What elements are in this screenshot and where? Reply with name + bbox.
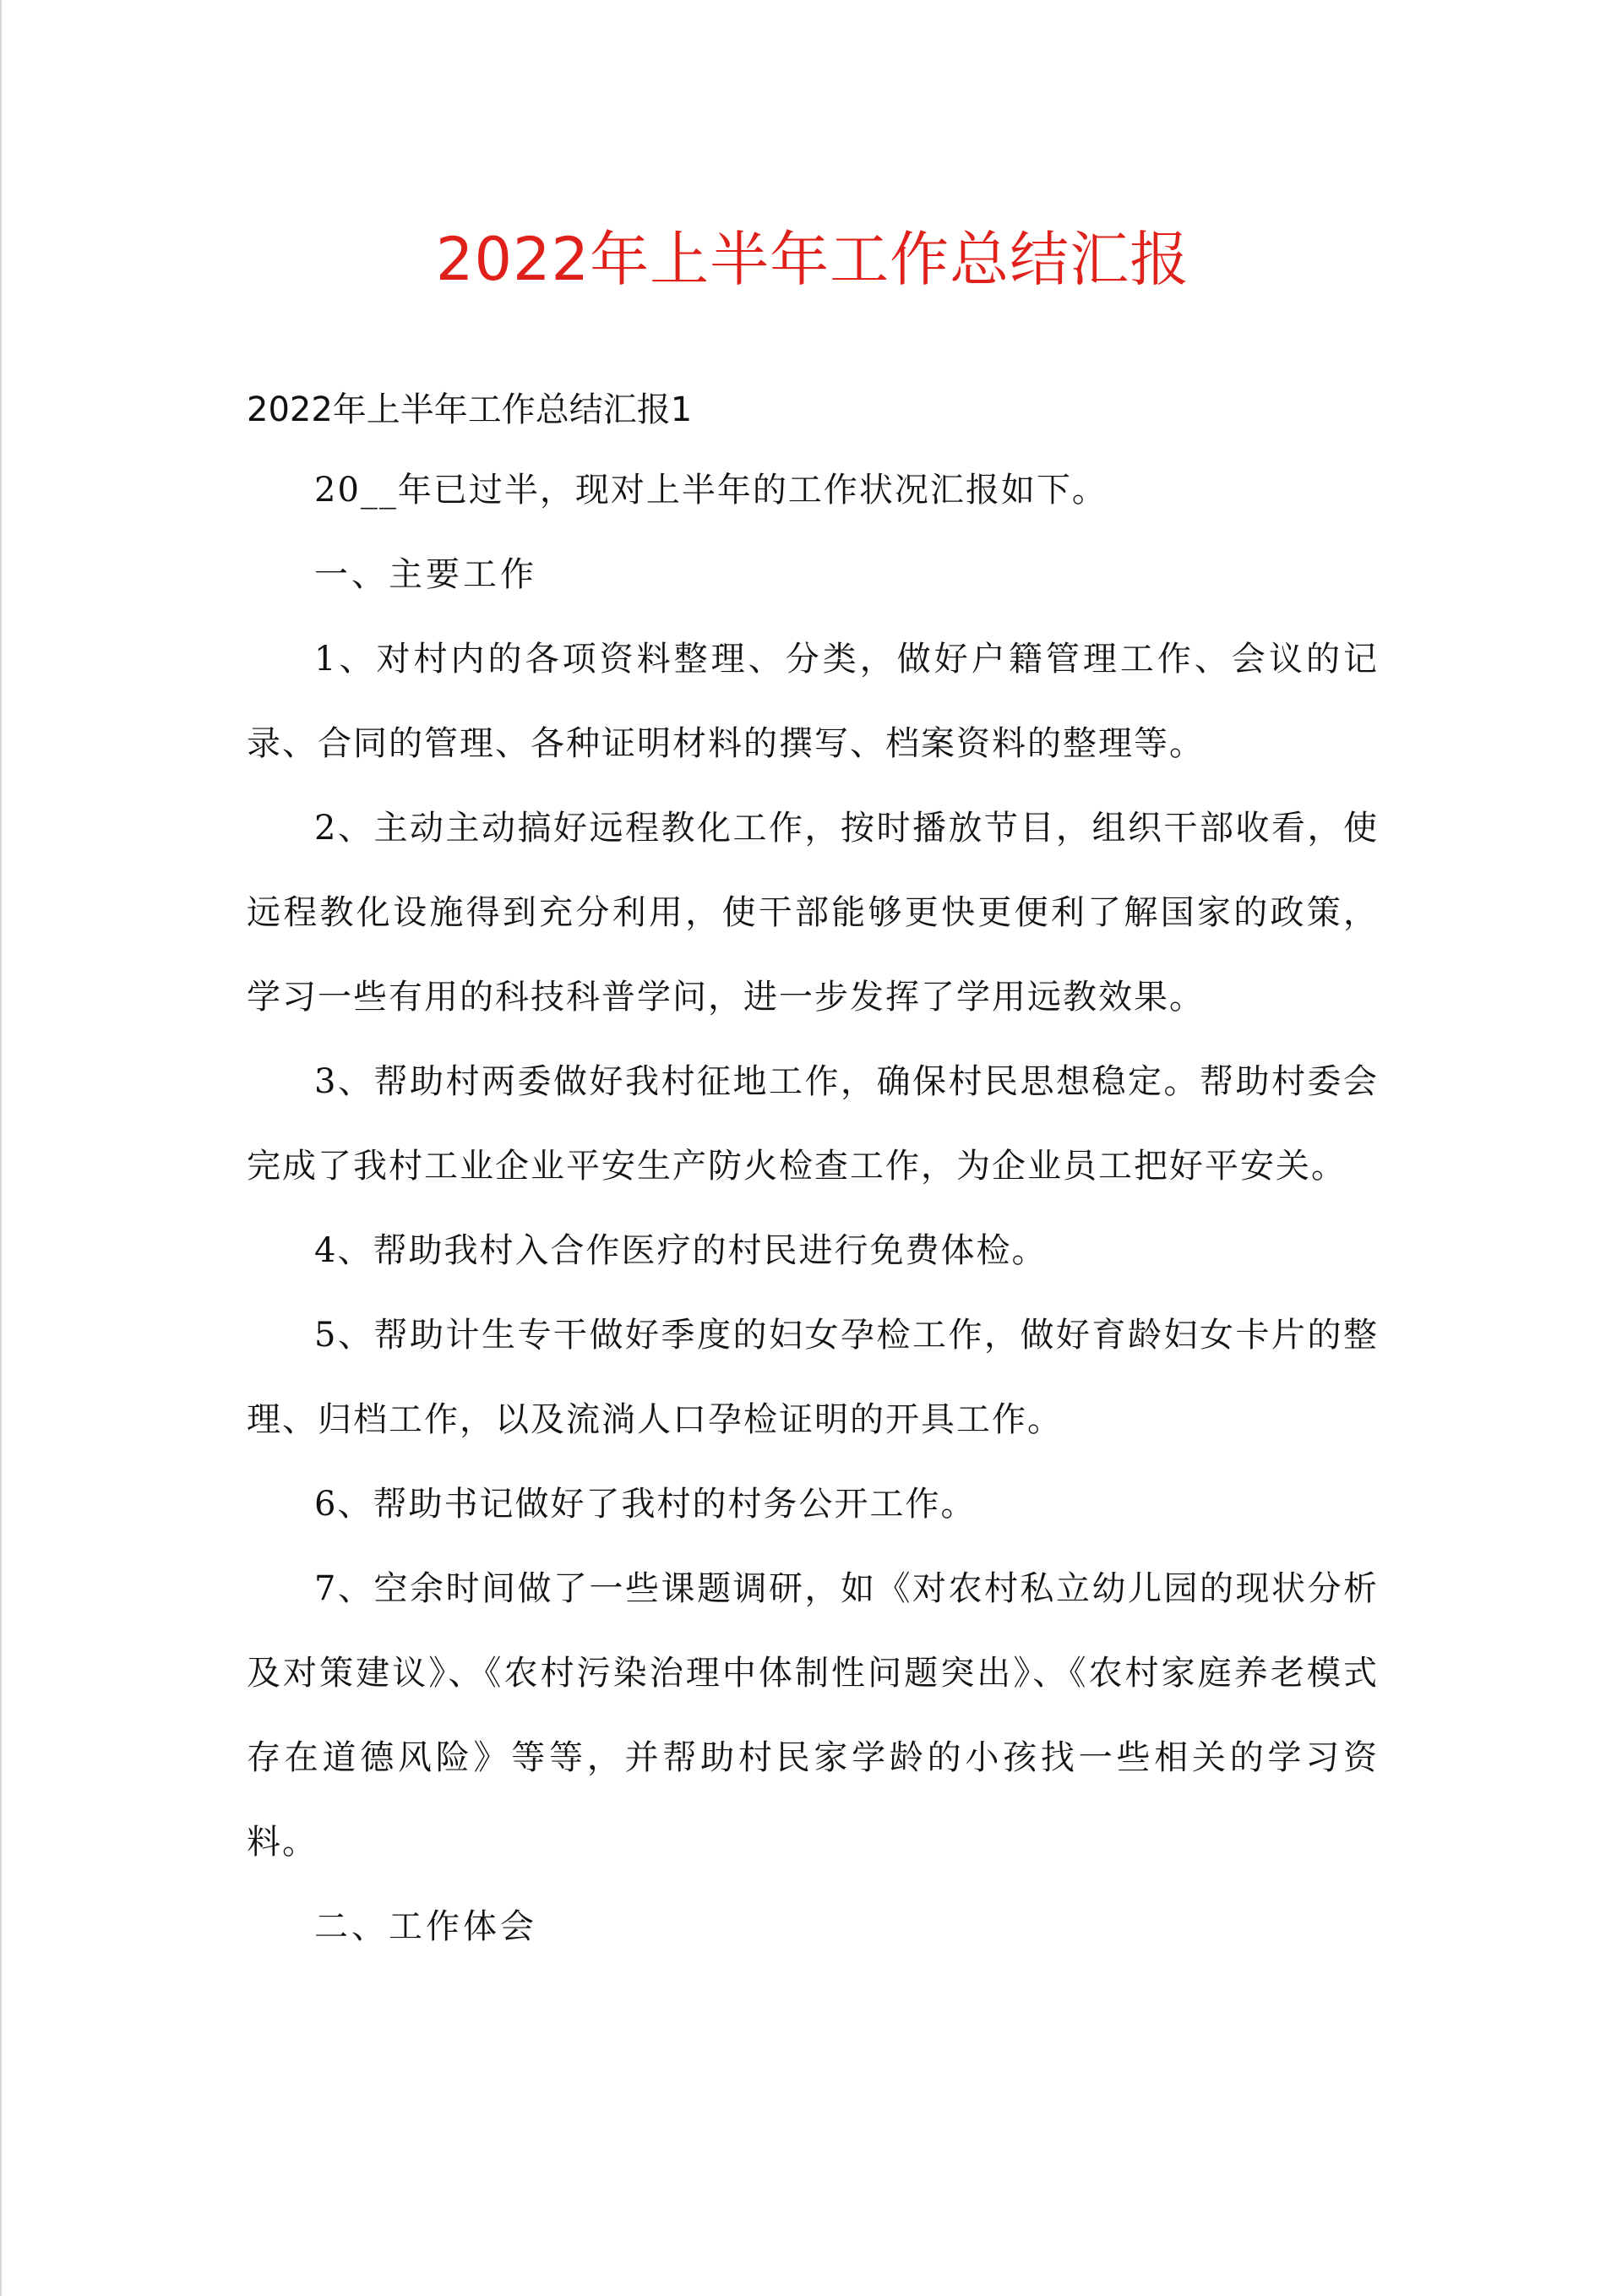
list-item: 6、帮助书记做好了我村的村务公开工作。 bbox=[314, 1485, 977, 1524]
section-heading-main-work: 一、主要工作 bbox=[314, 555, 537, 594]
list-item: 1、对村内的各项资料整理、分类，做好户籍管理工作、会议的记录、合同的管理、各种证明材料的撰写、档案资料的整理等。 bbox=[247, 640, 1379, 763]
section-subtitle: 2022年上半年工作总结汇报1 bbox=[247, 390, 693, 429]
intro-paragraph: 20__年已过半，现对上半年的工作状况汇报如下。 bbox=[314, 471, 1108, 510]
document-title: 2022年上半年工作总结汇报 bbox=[435, 225, 1190, 294]
document-body bbox=[247, 372, 1379, 1969]
list-item: 4、帮助我村入合作医疗的村民进行免费体检。 bbox=[314, 1231, 1048, 1270]
list-item: 7、空余时间做了一些课题调研，如《对农村私立幼儿园的现状分析及对策建议》、《农村污染治理中体制性问题突出》、《农村家庭养老模式存在道德风险》等等，并帮助村民家学龄的小孩找一些相关的学习资料。 bbox=[247, 1569, 1379, 1862]
list-item: 2、主动主动搞好远程教化工作，按时播放节目，组织干部收看，使远程教化设施得到充分利用，使干部能够更快更便利了解国家的政策，学习一些有用的科技科普学问，进一步发挥了学用远教效果。 bbox=[247, 809, 1379, 1017]
list-item: 3、帮助村两委做好我村征地工作，确保村民思想稳定。帮助村委会完成了我村工业企业平安生产防火检查工作，为企业员工把好平安关。 bbox=[247, 1062, 1379, 1186]
section-heading-experience: 二、工作体会 bbox=[314, 1907, 537, 1946]
list-item: 5、帮助计生专干做好季度的妇女孕检工作，做好育龄妇女卡片的整理、归档工作，以及流淌人口孕检证明的开具工作。 bbox=[247, 1316, 1379, 1439]
